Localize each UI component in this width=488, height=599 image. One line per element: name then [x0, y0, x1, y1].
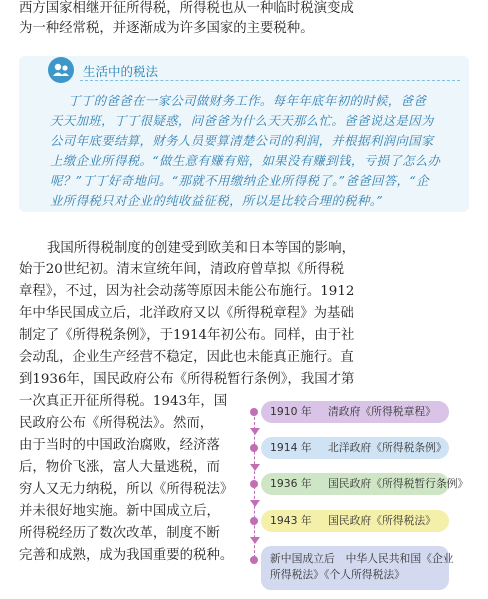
para-line-3: 章程》，不过，因为社会动荡等原因未能公布施行。1912 [19, 284, 355, 299]
timeline-text-line-1: 新中国成立后 中华人民共和国《企业 [270, 552, 454, 565]
para-line-5: 制定了《所得税条例》，于1914年初公布。同样，由于社 [19, 328, 355, 343]
para-line-8: 一次真正开征所得税。1943年，国 [19, 394, 228, 409]
timeline-item-1910 [261, 401, 449, 423]
people-icon [48, 57, 74, 83]
timeline-item-1914 [261, 437, 449, 459]
intro-line-2: 为一种经常税，并逐渐成为许多国家的主要税种。 [19, 21, 314, 36]
para-line-15: 完善和成熟，成为我国重要的税种。 [19, 548, 234, 563]
story-line-1: 丁丁的爸爸在一家公司做财务工作。每年年底年初的时候，爸爸 [68, 93, 427, 108]
intro-line-1: 西方国家相继开征所得税，所得税也从一种临时税演变成 [19, 1, 354, 16]
timeline-arrow [250, 428, 260, 435]
timeline-item-1936 [261, 473, 469, 495]
story-line-6: 业所得税只对企业的纯收益征税，所以是比较合理的税种。” [50, 193, 384, 208]
timeline-text: 北洋政府《所得税条例》 [328, 441, 447, 454]
timeline-year: 1914 年 [270, 441, 312, 454]
timeline-dot [250, 556, 258, 564]
para-line-11: 后，物价飞涨，富人大量逃税，而 [19, 460, 220, 475]
timeline-year: 1910 年 [270, 405, 312, 418]
timeline-dot [250, 480, 258, 488]
para-line-13: 并未很好地实施。新中国成立后， [19, 504, 220, 519]
para-line-9: 民政府公布《所得税法》。然而， [19, 416, 214, 431]
timeline-text: 国民政府《所得税法》 [328, 514, 436, 527]
timeline-year: 1936 年 [270, 477, 312, 490]
story-line-5: 呢？”丁丁好奇地问。“那就不用缴纳企业所得税了。”爸爸回答，“企 [50, 173, 429, 188]
para-line-6: 会动乱，企业生产经营不稳定，因此也未能真正施行。直 [19, 350, 354, 365]
timeline-arrow [250, 500, 260, 507]
para-line-1: 我国所得税制度的创建受到欧美和日本等国的影响， [47, 241, 355, 256]
para-line-4: 年中华民国成立后，北洋政府又以《所得税章程》为基础 [19, 306, 354, 321]
timeline-dot [250, 444, 258, 452]
timeline-dot [250, 517, 258, 525]
timeline-arrow [250, 464, 260, 471]
timeline-year: 1943 年 [270, 514, 312, 527]
story-line-3: 公司年底要结算，财务人员要算清楚公司的利润，并根据利润向国家 [50, 133, 434, 148]
timeline-text: 国民政府《所得税暂行条例》 [328, 477, 469, 490]
timeline-arrow [250, 537, 260, 544]
timeline-text: 清政府《所得税章程》 [328, 405, 436, 418]
para-line-7: 到1936年，国民政府公布《所得税暂行条例》，我国才第 [19, 372, 355, 387]
timeline-text-line-2: 所得税法》《个人所得税法》 [270, 568, 405, 581]
para-line-14: 所得税经历了数次改革，制度不断 [19, 526, 220, 541]
para-line-10: 由于当时的中国政治腐败，经济落 [19, 438, 220, 453]
life-box-title: 生活中的税法 [83, 64, 159, 79]
story-line-4: 上缴企业所得税。“做生意有赚有赔，如果没有赚到钱，亏损了怎么办 [50, 153, 441, 168]
para-line-12: 穷人又无力纳税，所以《所得税法》 [19, 482, 234, 497]
story-line-2: 天天加班，丁丁很疑惑，问爸爸为什么天天那么忙。爸爸说这是因为 [50, 113, 434, 128]
timeline-item-1943 [261, 510, 449, 532]
title-divider [80, 80, 460, 81]
timeline-item-prc [261, 546, 454, 590]
para-line-2: 始于20世纪初。清末宣统年间，清政府曾草拟《所得税 [19, 262, 345, 277]
timeline-dot [250, 408, 258, 416]
